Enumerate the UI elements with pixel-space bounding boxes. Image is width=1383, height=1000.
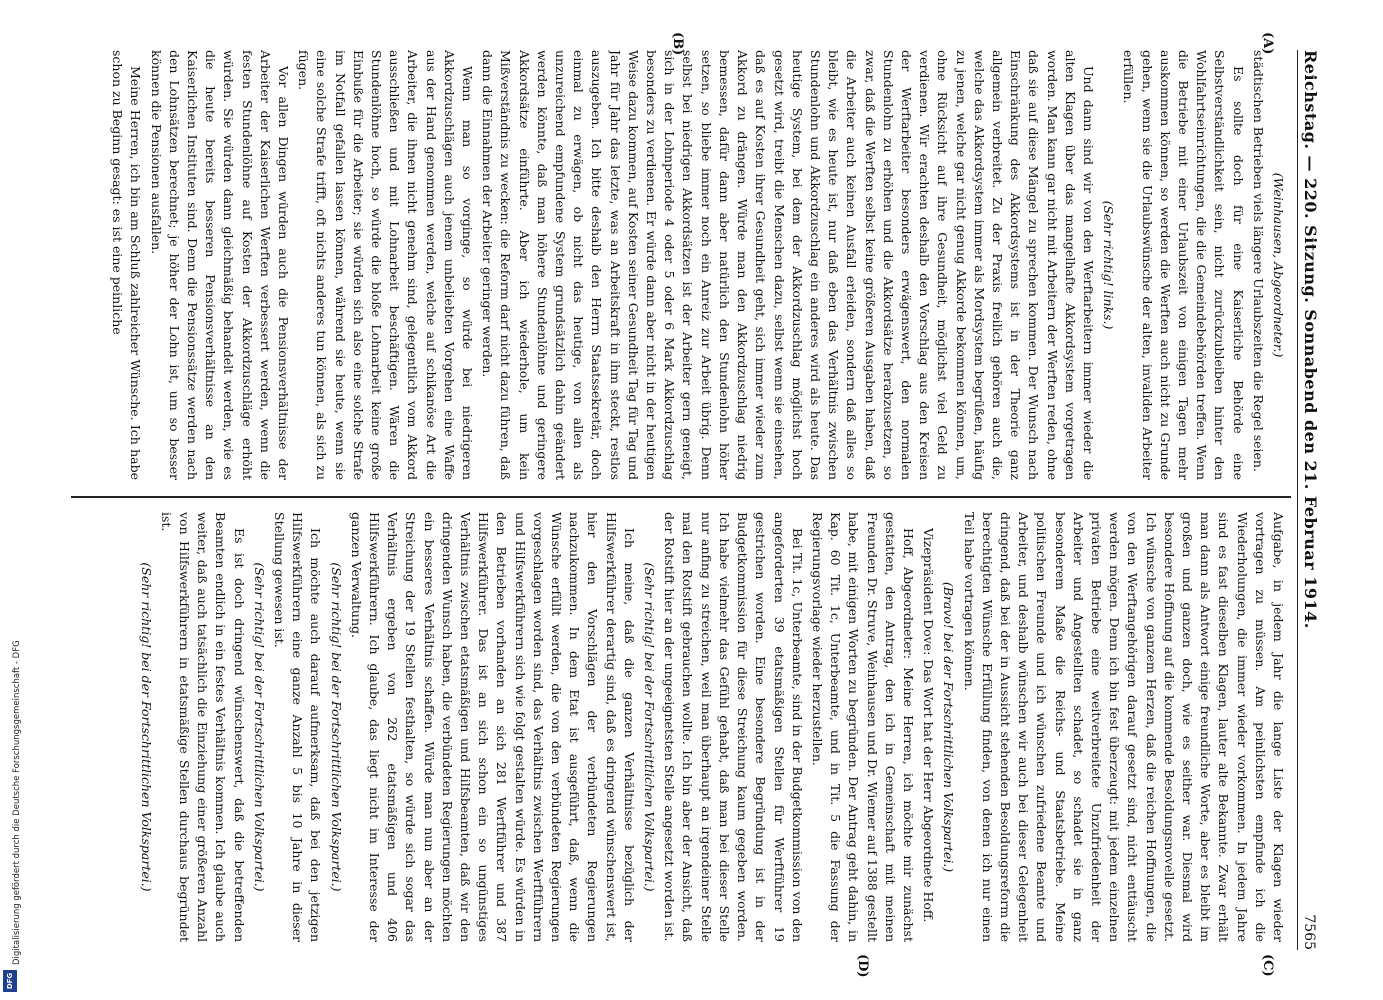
interjection: (Sehr richtig! bei der Fortschrittlichen Volkspartei.) — [251, 562, 267, 892]
right-column — [77, 512, 1287, 942]
speaker-intro: Vizepräsident Dove: Das Wort hat der Herr Abgeordnete Hoff. — [921, 528, 937, 923]
paragraph: Aufgabe, in jedem Jahr die lange Liste der Klagen wieder vortragen zu müssen. Am peinlichsten empfinde ich die Wiederholungen, die immer wieder vorkommen. In jedem Jahre sind es fast dieselben Klagen, lauter alte Bekannte. Zwar erhält man dann als Antwort einige freundliche Worte, aber es bleibt im großen und ganzen doch, wie es seither war. Diesmal wird besondere Hoffnung auf die kommende Besoldungsnovelle gesetzt. Ich wünsche von ganzem Herzen, daß die reichen Hoffnungen, die von den Werftangehörigen darauf gesetzt sind, nicht enttäuscht werden mögen. Denn ich bin fest überzeugt: mit jedem einzelnen privaten Betriebe eine weitverbreitete Unzufriedenheit der Arbeiter und Angestellten schadet, so schadet sie in ganz besonderem Maße die Reichs- und Staatsbetriebe. Meine politischen Freunde und ich wünschen zufriedene Beamte und Arbeiter, und deshalb wünschen wir auch bei dieser Gelegenheit dringend, daß bei der in Aussicht stehenden Besoldungsreform die berechtigten Wünsche Erfüllung finden, von denen ich nur einen Teil habe vortragen können. — [961, 512, 1286, 942]
interjection: (Sehr richtig! links.) — [1101, 200, 1117, 330]
digitization-credit — [0, 0, 22, 1000]
paragraph: Meine Herren, ich bin am Schluß zahlreicher Wünsche. Ich habe schon zu Beginn gesagt: es ist eine peinliche — [110, 50, 144, 480]
interjection: (Sehr richtig! bei der Fortschrittlichen Volkspartei.) — [328, 562, 344, 892]
document-page — [65, 32, 1325, 978]
paragraph: Und dann sind wir von den Werftarbeitern immer wieder die alten Klagen über das mangelhafte Akkordsystem vorgetragen worden. Man kann gar nicht mit Arbeitern der Werften reden, ohne daß sie auf diese Mängel zu sprechen kommen. Der Wunsch nach Einschränkung des Akkordsystems ist in der Theorie ganz allgemein verbreitet. Zu der Praxis freilich gehören auch die, welche das Akkordsystem immer als Mordsystem begrüßen, häufig zu jenen, welche gar nicht genug Akkorde bekommen können, um, ohne Rücksicht auf ihre Gesundheit, möglichst viel Geld zu verdienen. Wir erachten deshalb den Vorschlag aus den Kreisen der Werftarbeiter besonders erwägenswert, den normalen Stundenlohn zu erhöhen und die Akkordsätze herabzusetzen, so zwar, daß die Werften selbst keine größeren Ausgaben haben, daß die Arbeiter auch keinen Ausfall erleiden, sondern daß alles so bleibt, wie es heute ist, nur daß eben das Verhältnis zwischen Stundenlohn und Akkordzuschlag ein anderes wird als heute. Das heutige System, bei dem der Akkordzuschlag möglichst hoch gesetzt wird, treibt die Menschen dazu, selbst wenn sie einsehen, daß es auf Kosten ihrer Gesundheit geht, sich immer wieder zum Akkord zu drängen. Würde man den Akkordzuschlag niedrig bemessen, dafür dann aber natürlich den Stundenlohn höher setzen, so bliebe immer noch ein Anreiz zur Arbeit übrig. Denn selbst bei niedrigen Akkordsätzen ist der Arbeiter gern geneigt, sich in der Lohnperiode 4 oder 5 oder 6 Mark Akkordzuschlag besonders zu verdienen. Er würde dann aber nicht in der heutigen Weise dazu kommen, auf Kosten seiner Gesundheit Tag für Tag und Jahr für Jahr das letzte, was an Arbeitskraft in ihm steckt, restlos auszugeben. Ich bitte deshalb den Herrn Staatssekretär, doch einmal zu erwägen, ob nicht das heutige, von allen als unzureichend empfundene System grundsätzlich dahin geändert werden könnte, daß man höhere Stundenlöhne und geringere Akkordsätze einführte. Aber ich wiederhole, um kein Mißverständnis zu wecken: die Reform darf nicht dazu führen, daß dann die Einnahmen der Arbeiter geringer werden. — [480, 50, 1096, 480]
paragraph: Wenn man so vorginge, so würde bei niedrigeren Akkordzuschlägen auch jenem unbeliebten Vorgehen eine Waffe aus der Hand genommen werden, welche auf schikanöse Art die Arbeiter, die ihnen nicht genehm sind, gelegentlich vom Akkord ausschließen und mit Lohnarbeit beschäftigen. Wären die Stundenlöhne hoch, so würde die bloße Lohnarbeit keine große Einbuße für die Arbeiter; sie würden sich also eine solche Strafe im Notfall gefallen lassen können, während sie heute, wenn sie eine solche Strafe trifft, oft nichts anderes tun können, als sich zu fügen. — [296, 50, 476, 480]
margin-mark-b: (B) — [670, 32, 685, 56]
interjection: (Sehr richtig! bei der Fortschrittlichen Volkspartei.) — [138, 562, 154, 892]
margin-mark-a: (A) — [1260, 32, 1275, 55]
credit-text: Digitalisierung gefördert durch die Deutsche Forschungsgemeinschaft - DFG — [12, 640, 22, 965]
interjection: (Bravo! bei der Fortschrittlichen Volkspartei.) — [941, 581, 957, 873]
interjection: (Sehr richtig! bei der Fortschrittlichen Volkspartei.) — [642, 562, 658, 892]
left-column — [77, 50, 1287, 480]
speaker-line: (Weinhausen, Abgeordneter.) — [1271, 172, 1286, 358]
paragraph: Ich meine, daß die ganzen Verhältnisse bezüglich der Hilfswerkführer derartig sind, daß es dringend wünschenswert ist, hier den Vorschlägen der verbündeten Regierungen nachzukommen. In dem Etat ist ausgeführt, daß, wenn die Wünsche erfüllt werden, die von den verbündeten Regierungen vorgeschlagen worden sind, das Verhältnis zwischen Werftführern und Hilfswerkführern sich wie folgt gestalten würde. Es würden in den Betrieben vorhanden an sich 281 Werftführer und 387 Hilfswerkführer. Das ist an sich schon ein so ungünstiges Verhältnis zwischen etatsmäßigen und Hilfsbeamten, daß wir den dringenden Wunsch haben, die verbündeten Regierungen möchten ein besseres Verhältnis schaffen. Würde man nun aber an der Streichung der 19 Stellen festhalten, so würde sich sogar das Verhältnis ergeben von 262 etatsmäßigen und 406 Hilfswerkführern. Ich glaube, das liegt nicht im Interesse der ganzen Verwaltung. — [348, 512, 637, 942]
paragraph: Es sollte doch für eine Kaiserliche Behörde eine Selbstverständlichkeit sein, nicht zurückzubleiben hinter den Wohlfahrtseinrichtungen, die die Gemeindebehörden treffen. Wenn die Betriebe mit einer Urlaubszeit von einigen Tagen mehr auskommen können, so werden die Werften auch nicht zu Grunde gehen, wenn sie die Urlaubswünsche der alten, invaliden Arbeiter erfüllen. — [1121, 50, 1246, 480]
margin-mark-c: (C) — [1260, 954, 1275, 977]
paragraph: Vor allen Dingen würden auch die Pensionsverhältnisse der Arbeiter der Kaiserlichen Werften verbessert werden, wenn die festen Stundenlöhne auf Kosten der Akkordzuschläge erhöht würden. Sie würden dann gleichmäßig behandelt werden, wie es die heute bereits besseren Pensionsverhältnisse an den Kaiserlichen Instituten sind. Denn die Pensionssätze werden nach den Lohnsätzen berechnet; je höher der Lohn ist, um so besser können die Pensionen ausfallen. — [148, 50, 292, 480]
paragraph: Es ist doch dringend wünschenswert, daß die betreffenden Beamten endlich in ein festes Verhältnis kommen. Ich glaube auch weiter, daß auch tatsächlich die Einziehung einer größeren Anzahl von Hilfswerkführern in etatsmäßige Stellen durchaus begründet ist. — [158, 512, 247, 942]
paragraph: Ich möchte auch darauf aufmerksam, daß bei den jetzigen Hilfswerkführern eine ganze Anzahl 5 bis 10 Jahre in dieser Stellung gewesen ist. — [272, 512, 324, 942]
page-number: 7565 — [1301, 914, 1317, 950]
margin-mark-d: (D) — [855, 954, 870, 978]
column-divider — [71, 496, 1291, 498]
dfg-logo: DFG — [3, 970, 17, 992]
paragraph: Hoff, Abgeordneter: Meine Herren, ich möchte mir zunächst gestatten, den Antrag, den ich in Gemeinschaft mit meinen Freunden Dr. Struve, Weinhausen und Dr. Wiemer auf 1388 gestellt habe, mit einigen Worten zu begründen. Der Antrag geht dahin, in Kap. 60 Tit. 1c, Unterbeamte, und in Tit. 5 die Fassung der Regierungsvorlage wieder herzustellen. — [809, 512, 916, 942]
paragraph: städtischen Betrieben viels längere Urlaubszeiten die Regel seien. — [1250, 50, 1266, 472]
page-header — [1297, 50, 1325, 950]
page-title: Reichstag. — 220. Sitzung. Sonnabend den 21. Februar 1914. — [1301, 50, 1320, 629]
paragraph: Bei Tit. 1c, Unterbeamte, sind in der Budgetkommission von den angeforderten 39 etatsmäßigen Stellen für Werftführer 19 gestrichen worden. Eine besondere Begründung ist in der Budgetkommission für diese Streichung kaum gegeben worden. Ich habe vielmehr das Gefühl gehabt, daß man bei dieser Stelle nur anfing zu streichen, weil man überhaupt an irgendeiner Stelle mal den Rotstift gebrauchen wollte. Ich bin aber der Ansicht, daß der Rotstift hier an der ungeeignetsten Stelle angesetzt worden ist. — [662, 512, 805, 942]
